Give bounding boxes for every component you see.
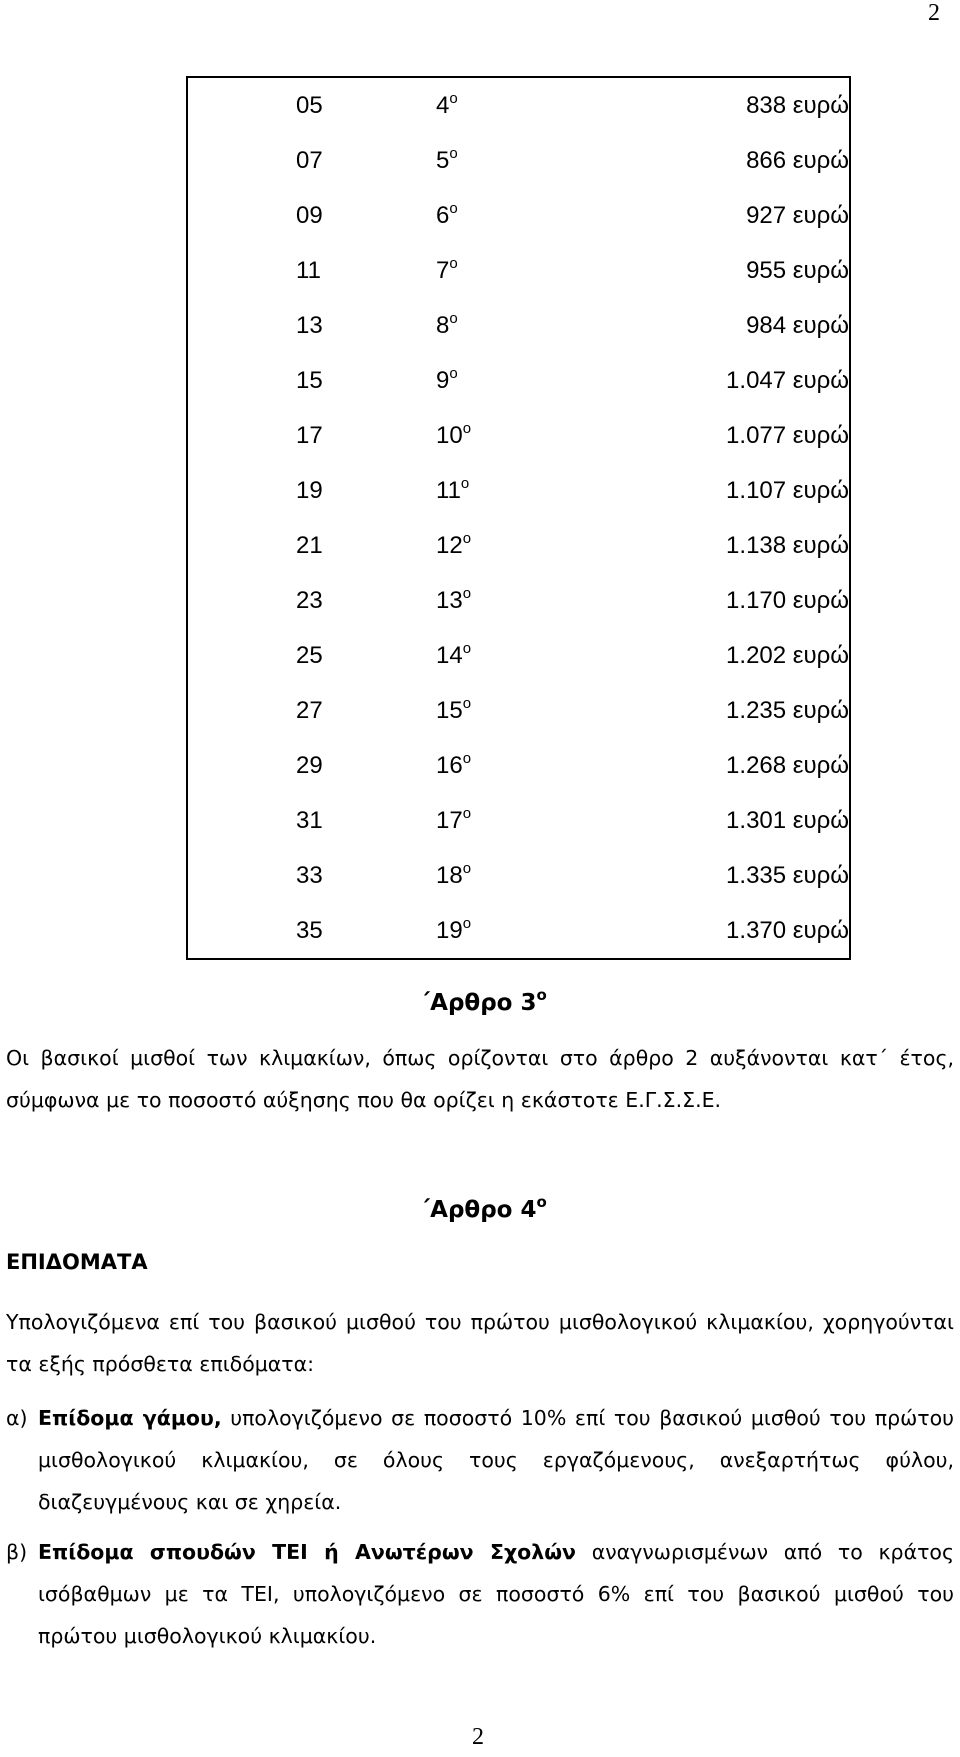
salary-grade-cell	[404, 848, 566, 903]
salary-grade-cell	[404, 573, 566, 628]
salary-grade-cell	[404, 408, 566, 463]
list-item-text: αναγνωρισμένων από το κράτος ισόβαθμων με τα ΤΕΙ, υπολογιζόμενο σε ποσοστό 6% επί του βασικού μισθού του πρώτου μισθολογικού κλιμακίου.	[38, 1540, 954, 1648]
salary-grade-number: 13	[436, 586, 463, 614]
article-3-title-sup: ο	[536, 986, 547, 1004]
salary-code-cell: 25	[187, 628, 404, 683]
salary-amount-cell: 838 ευρώ	[566, 77, 850, 133]
list-item-text: υπολογιζόμενο σε ποσοστό 10% επί του βασικού μισθού του πρώτου μισθολογικού κλιμακίου, σε όλους τους εργαζόμενους, ανεξαρτήτως φύλου, διαζευγμένους και σε χηρεία.	[38, 1406, 954, 1514]
article-3-title	[420, 986, 547, 1016]
salary-code-cell: 07	[187, 133, 404, 188]
salary-table	[186, 76, 851, 960]
salary-amount-cell: 1.202 ευρώ	[566, 628, 850, 683]
salary-grade-number: 5	[436, 146, 450, 174]
table-row	[187, 573, 850, 628]
salary-code-cell: 21	[187, 518, 404, 573]
salary-amount-cell: 1.138 ευρώ	[566, 518, 850, 573]
page-number-bottom: 2	[472, 1724, 484, 1750]
salary-code-cell: 35	[187, 903, 404, 959]
table-row	[187, 463, 850, 518]
list-item	[6, 1531, 954, 1657]
salary-grade-sup: ο	[462, 584, 472, 602]
article-4-title-sup: ο	[536, 1193, 547, 1211]
salary-grade-number: 9	[436, 366, 450, 394]
page-number-top: 2	[928, 0, 940, 26]
salary-grade-cell	[404, 518, 566, 573]
list-item-bold-title: Επίδομα σπουδών ΤΕΙ ή Ανωτέρων Σχολών	[38, 1540, 577, 1564]
salary-amount-cell: 1.077 ευρώ	[566, 408, 850, 463]
salary-grade-number: 14	[436, 641, 463, 669]
salary-amount-cell: 1.301 ευρώ	[566, 793, 850, 848]
salary-amount-cell: 1.370 ευρώ	[566, 903, 850, 959]
table-row	[187, 243, 850, 298]
article-4-title	[420, 1193, 547, 1223]
salary-grade-cell	[404, 188, 566, 243]
salary-grade-cell	[404, 353, 566, 408]
salary-code-cell: 23	[187, 573, 404, 628]
list-item-marker: α)	[6, 1406, 28, 1430]
salary-grade-cell	[404, 77, 566, 133]
salary-grade-sup: ο	[462, 694, 472, 712]
salary-code-cell: 05	[187, 77, 404, 133]
salary-grade-number: 6	[436, 201, 450, 229]
table-row	[187, 77, 850, 133]
table-row	[187, 353, 850, 408]
salary-grade-number: 16	[436, 751, 463, 779]
list-item	[6, 1397, 954, 1523]
salary-grade-number: 17	[436, 806, 463, 834]
article-4-intro: Υπολογιζόμενα επί του βασικού μισθού του πρώτου μισθολογικού κλιμακίου, χορηγούνται τα εξής πρόσθετα επιδόματα:	[6, 1310, 954, 1376]
list-item-marker: β)	[6, 1540, 28, 1564]
salary-code-cell: 15	[187, 353, 404, 408]
article-4-title-text: ΄Αρθρο 4	[420, 1197, 537, 1223]
salary-table-body	[187, 77, 850, 959]
salary-amount-cell: 1.107 ευρώ	[566, 463, 850, 518]
salary-grade-sup: ο	[462, 859, 472, 877]
table-row	[187, 298, 850, 353]
salary-code-cell: 17	[187, 408, 404, 463]
salary-grade-sup: ο	[462, 529, 472, 547]
salary-grade-sup: ο	[462, 639, 472, 657]
salary-amount-cell: 1.235 ευρώ	[566, 683, 850, 738]
salary-amount-cell: 984 ευρώ	[566, 298, 850, 353]
salary-amount-cell: 1.268 ευρώ	[566, 738, 850, 793]
salary-grade-cell	[404, 903, 566, 959]
salary-code-cell: 19	[187, 463, 404, 518]
salary-grade-sup: ο	[462, 419, 472, 437]
salary-grade-sup: ο	[449, 89, 458, 107]
salary-grade-cell	[404, 463, 566, 518]
table-row	[187, 518, 850, 573]
salary-code-cell: 31	[187, 793, 404, 848]
table-row	[187, 408, 850, 463]
salary-amount-cell: 955 ευρώ	[566, 243, 850, 298]
salary-amount-cell: 1.047 ευρώ	[566, 353, 850, 408]
table-row	[187, 628, 850, 683]
salary-grade-number: 11	[436, 476, 461, 504]
salary-amount-cell: 1.170 ευρώ	[566, 573, 850, 628]
salary-grade-sup: ο	[449, 309, 458, 327]
table-row	[187, 793, 850, 848]
salary-grade-number: 10	[436, 421, 463, 449]
salary-code-cell: 09	[187, 188, 404, 243]
salary-grade-cell	[404, 628, 566, 683]
salary-grade-number: 19	[436, 916, 463, 944]
salary-grade-sup: ο	[449, 144, 458, 162]
table-row	[187, 848, 850, 903]
table-row	[187, 188, 850, 243]
section-heading-allowances: ΕΠΙΔΟΜΑΤΑ	[6, 1250, 148, 1274]
salary-amount-cell: 927 ευρώ	[566, 188, 850, 243]
salary-code-cell: 11	[187, 243, 404, 298]
salary-grade-sup: ο	[449, 364, 458, 382]
salary-grade-cell	[404, 793, 566, 848]
salary-grade-cell	[404, 298, 566, 353]
salary-grade-sup: ο	[462, 804, 472, 822]
salary-amount-cell: 866 ευρώ	[566, 133, 850, 188]
article-3-title-text: ΄Αρθρο 3	[420, 990, 537, 1016]
table-row	[187, 683, 850, 738]
salary-grade-cell	[404, 683, 566, 738]
salary-code-cell: 27	[187, 683, 404, 738]
table-row	[187, 133, 850, 188]
salary-grade-number: 7	[436, 256, 450, 284]
salary-grade-sup: ο	[460, 474, 470, 492]
salary-grade-number: 8	[436, 311, 450, 339]
salary-grade-number: 12	[436, 531, 463, 559]
table-row	[187, 903, 850, 959]
salary-grade-sup: ο	[449, 199, 458, 217]
salary-grade-cell	[404, 738, 566, 793]
article-3-text: Οι βασικοί μισθοί των κλιμακίων, όπως ορίζονται στο άρθρο 2 αυξάνονται κατ΄ έτος, σύμφωνα με το ποσοστό αύξησης που θα ορίζει η εκάστοτε Ε.Γ.Σ.Σ.Ε.	[6, 1046, 954, 1112]
salary-amount-cell: 1.335 ευρώ	[566, 848, 850, 903]
salary-grade-sup: ο	[462, 749, 472, 767]
salary-grade-sup: ο	[449, 254, 458, 272]
salary-code-cell: 29	[187, 738, 404, 793]
salary-grade-cell	[404, 133, 566, 188]
allowances-list	[6, 1397, 954, 1657]
salary-grade-number: 4	[436, 91, 450, 119]
salary-grade-sup: ο	[462, 914, 472, 932]
salary-grade-cell	[404, 243, 566, 298]
salary-grade-number: 18	[436, 861, 463, 889]
list-item-bold-title: Επίδομα γάμου,	[38, 1406, 222, 1430]
table-row	[187, 738, 850, 793]
salary-code-cell: 13	[187, 298, 404, 353]
salary-code-cell: 33	[187, 848, 404, 903]
salary-grade-number: 15	[436, 696, 463, 724]
